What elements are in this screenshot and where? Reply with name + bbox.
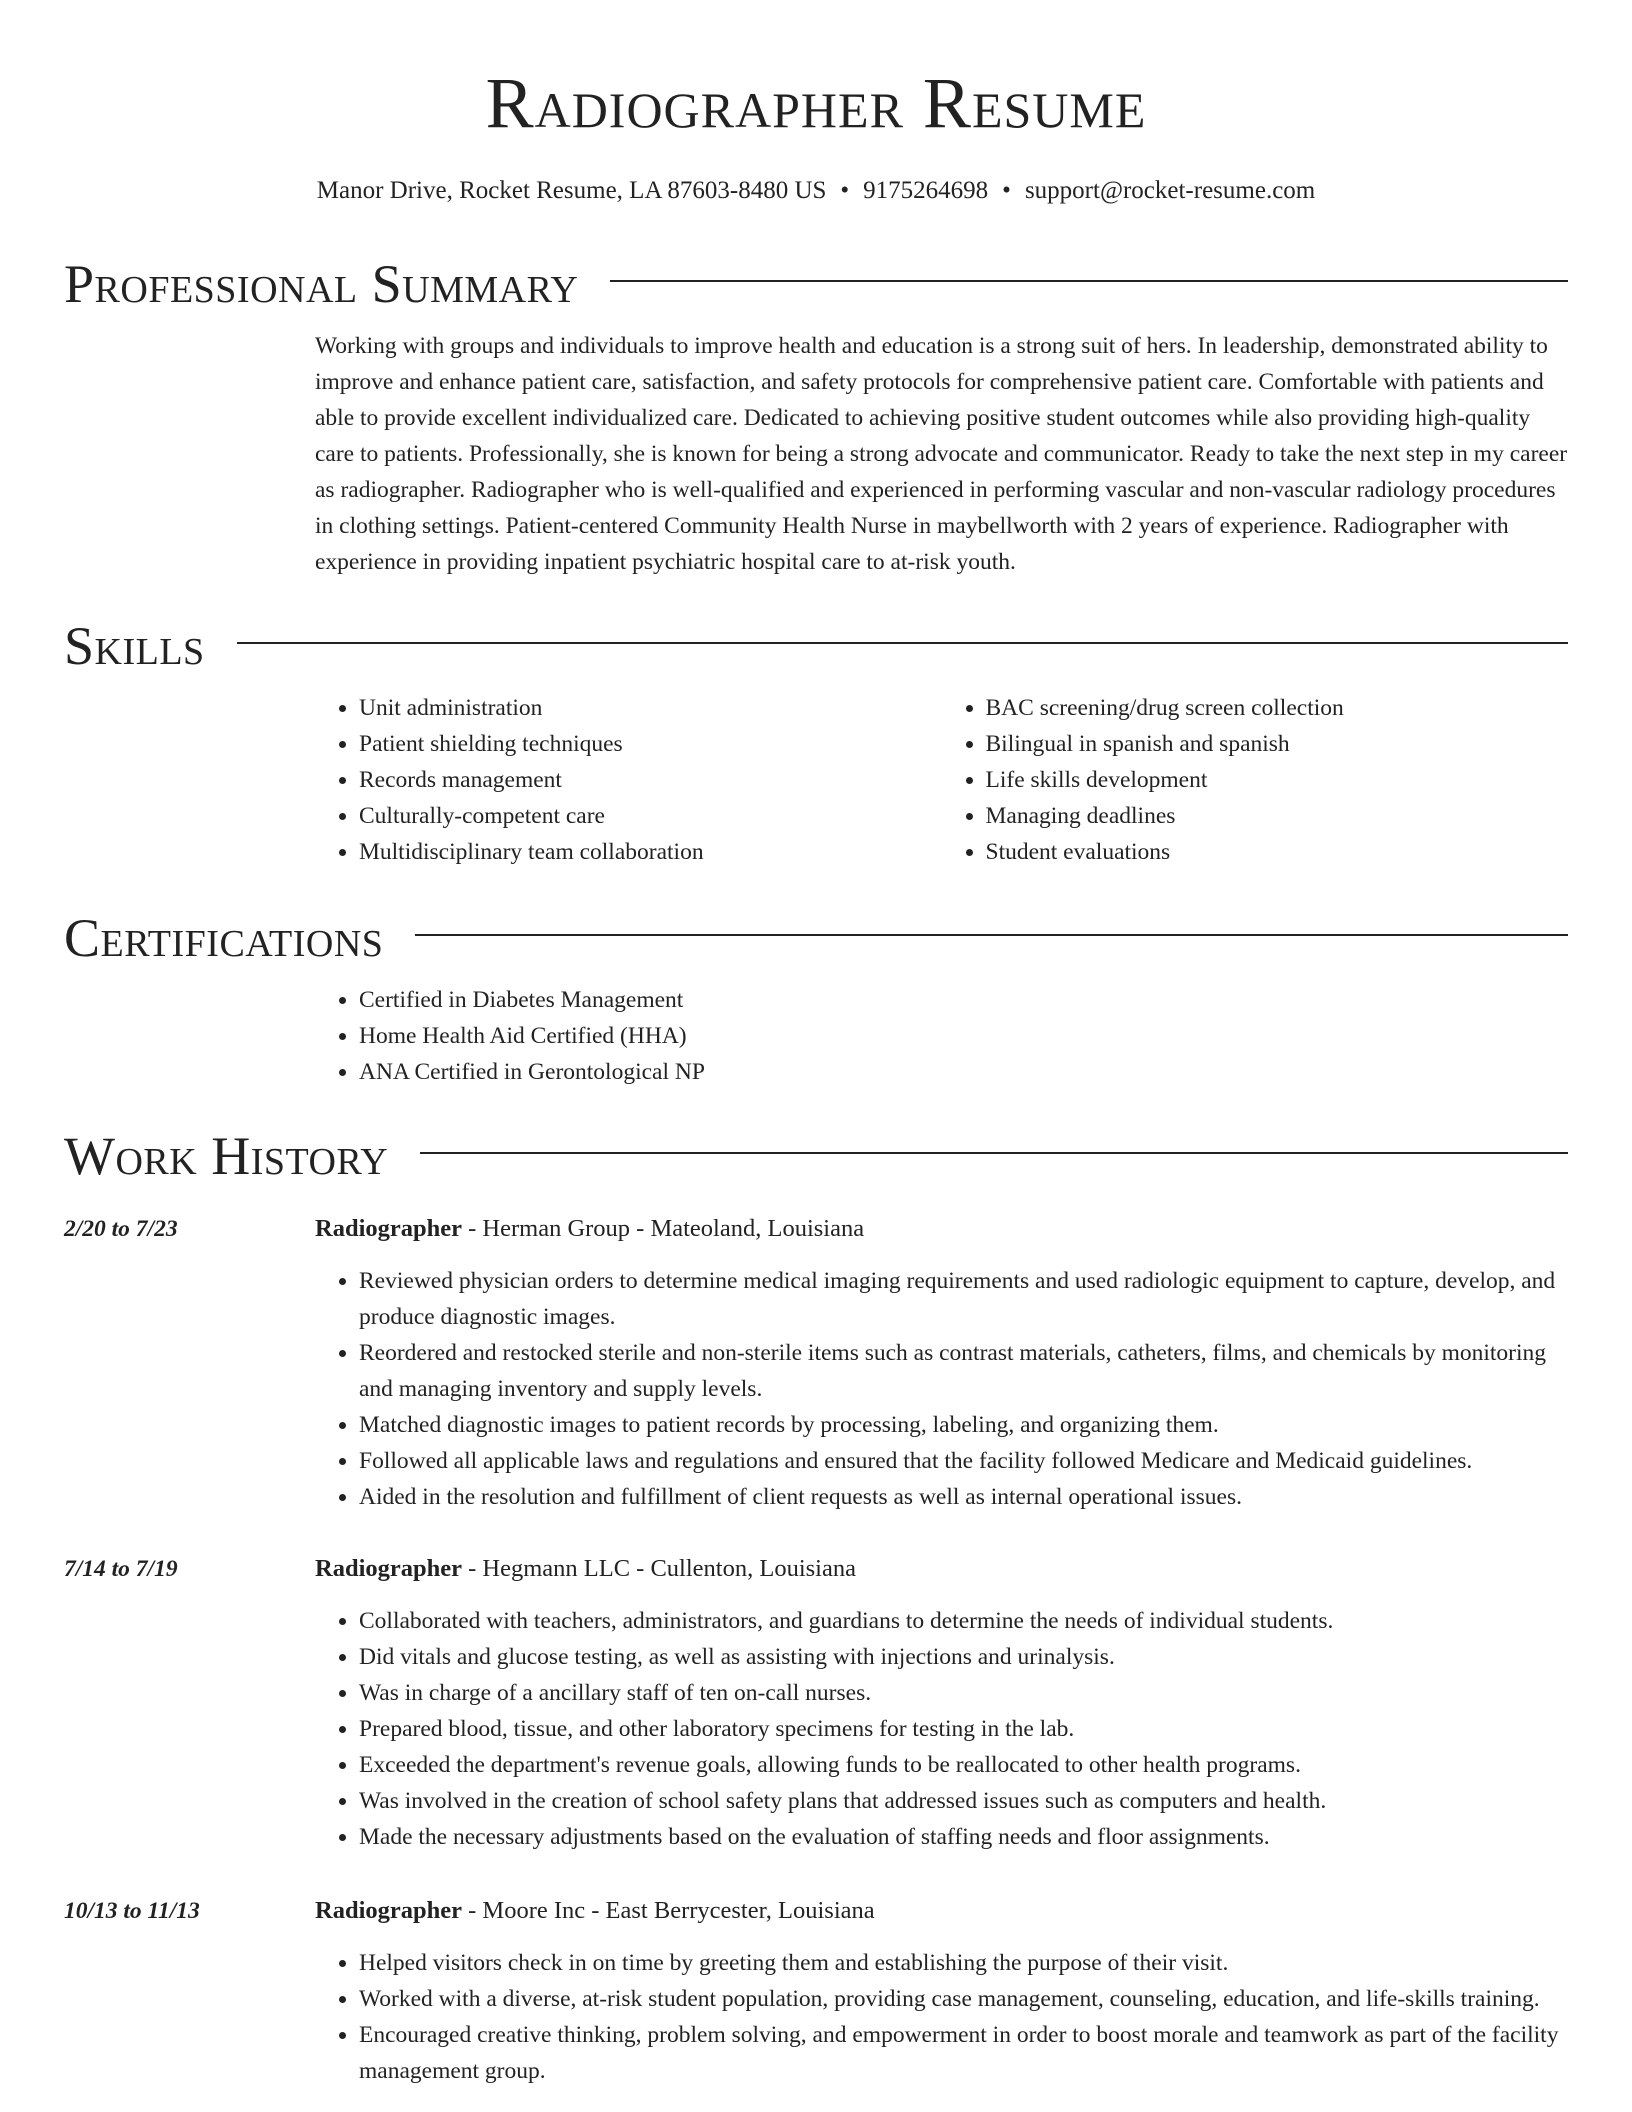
skill-item: • Records management (359, 762, 942, 798)
job-dates: 7/14 to 7/19 (64, 1556, 178, 1582)
job-heading (315, 1211, 1568, 1247)
skill-item: • Multidisciplinary team collaboration (359, 834, 942, 870)
job-duty: • Did vitals and glucose testing, as well as assisting with injections and urinalysis. (359, 1639, 1568, 1675)
resume-title: Radiographer Resume (485, 63, 1147, 143)
job-duty: • Exceeded the department's revenue goals, allowing funds to be reallocated to other health programs. (359, 1747, 1568, 1783)
certifications-section (64, 906, 1568, 1090)
job-entry (64, 1551, 1568, 1855)
work-history-section (64, 1124, 1568, 1188)
job-role: Radiographer (315, 1555, 462, 1582)
skills-column-right (942, 690, 1569, 870)
skills-list (315, 678, 1568, 870)
job-dates: 2/20 to 7/23 (64, 1216, 178, 1242)
job-heading (315, 1551, 1568, 1587)
job-role: Radiographer (315, 1215, 462, 1242)
contact-address: Manor Drive, Rocket Resume, LA 87603-8480 US (316, 177, 827, 204)
job-entry (64, 1893, 1568, 2089)
skill-item: • Managing deadlines (986, 798, 1569, 834)
skill-item: • Culturally-competent care (359, 798, 942, 834)
job-employer: - Moore Inc - East Berrycester, Louisiana (462, 1897, 875, 1924)
skill-item: • Unit administration (359, 690, 942, 726)
job-duty: • Collaborated with teachers, administrators, and guardians to determine the needs of individual students. (359, 1603, 1568, 1639)
job-duty: • Encouraged creative thinking, problem solving, and empowerment in order to boost morale and teamwork as part of the facility management group. (359, 2017, 1568, 2089)
job-duty: • Was in charge of a ancillary staff of ten on-call nurses. (359, 1675, 1568, 1711)
job-duties (315, 1945, 1568, 2089)
job-duty: • Worked with a diverse, at-risk student population, providing case management, counseling, education, and life-skills training. (359, 1981, 1568, 2017)
job-entry (64, 1211, 1568, 1515)
skill-item: • BAC screening/drug screen collection (986, 690, 1569, 726)
job-dates: 10/13 to 11/13 (64, 1898, 200, 1924)
job-duty: • Aided in the resolution and fulfillment of client requests as well as internal operational issues. (359, 1479, 1568, 1515)
section-divider (237, 642, 1568, 644)
certification-item: • ANA Certified in Gerontological NP (359, 1054, 1568, 1090)
work-history-title: Work History (64, 1126, 389, 1186)
job-role: Radiographer (315, 1897, 462, 1924)
job-duty: • Prepared blood, tissue, and other laboratory specimens for testing in the lab. (359, 1711, 1568, 1747)
certification-item: • Certified in Diabetes Management (359, 982, 1568, 1018)
skills-section (64, 614, 1568, 870)
section-divider (420, 1152, 1568, 1154)
contact-line (64, 174, 1568, 208)
certifications-list (315, 982, 1568, 1090)
job-employer: - Hegmann LLC - Cullenton, Louisiana (462, 1555, 856, 1582)
certifications-heading (64, 906, 1568, 970)
certification-item: • Home Health Aid Certified (HHA) (359, 1018, 1568, 1054)
summary-section (64, 252, 1568, 580)
job-duty: • Was involved in the creation of school safety plans that addressed issues such as computers and health. (359, 1783, 1568, 1819)
skill-item: • Bilingual in spanish and spanish (986, 726, 1569, 762)
job-duty: • Made the necessary adjustments based on the evaluation of staffing needs and floor assignments. (359, 1819, 1568, 1855)
job-duty: • Reviewed physician orders to determine medical imaging requirements and used radiologic equipment to capture, develop, and produce diagnostic images. (359, 1263, 1568, 1335)
summary-title: Professional Summary (64, 254, 579, 314)
job-duty: • Matched diagnostic images to patient records by processing, labeling, and organizing them. (359, 1407, 1568, 1443)
job-duties (315, 1263, 1568, 1515)
job-employer: - Herman Group - Mateoland, Louisiana (462, 1215, 865, 1242)
job-duty: • Reordered and restocked sterile and non-sterile items such as contrast materials, catheters, films, and chemicals by monitoring and managing inventory and supply levels. (359, 1335, 1568, 1407)
certifications-title: Certifications (64, 908, 384, 968)
skills-title: Skills (64, 616, 205, 676)
section-divider (415, 934, 1568, 936)
skills-heading (64, 614, 1568, 678)
contact-separator: • (840, 177, 850, 204)
section-divider (610, 280, 1568, 282)
job-duties (315, 1603, 1568, 1855)
contact-separator: • (1002, 177, 1011, 204)
contact-phone: 9175264698 (863, 177, 989, 204)
summary-heading (64, 252, 1568, 316)
summary-text: Working with groups and individuals to improve health and education is a strong suit of hers. In leadership, demonstrated ability to improve and enhance patient care, satisfaction, and safety protocols for comprehensive patient care. Comfortable with patients and able to provide excellent individualized care. Dedicated to achieving positive student outcomes while also providing high-quality care to patients. Professionally, she is known for being a strong advocate and communicator. Ready to take the next step in my career as radiographer. Radiographer who is well-qualified and experienced in performing vascular and non-vascular radiology procedures in clothing settings. Patient-centered Community Health Nurse in maybellworth with 2 years of experience. Radiographer with experience in providing inpatient psychiatric hospital care to at-risk youth. (315, 333, 1568, 575)
skill-item: • Life skills development (986, 762, 1569, 798)
job-duty: • Followed all applicable laws and regulations and ensured that the facility followed Medicare and Medicaid guidelines. (359, 1443, 1568, 1479)
skills-column-left (315, 690, 942, 870)
skill-item: • Patient shielding techniques (359, 726, 942, 762)
skill-item: • Student evaluations (986, 834, 1569, 870)
contact-email: support@rocket-resume.com (1024, 177, 1316, 204)
work-history-heading (64, 1124, 1568, 1188)
job-duty: • Helped visitors check in on time by greeting them and establishing the purpose of their visit. (359, 1945, 1568, 1981)
job-heading (315, 1893, 1568, 1929)
